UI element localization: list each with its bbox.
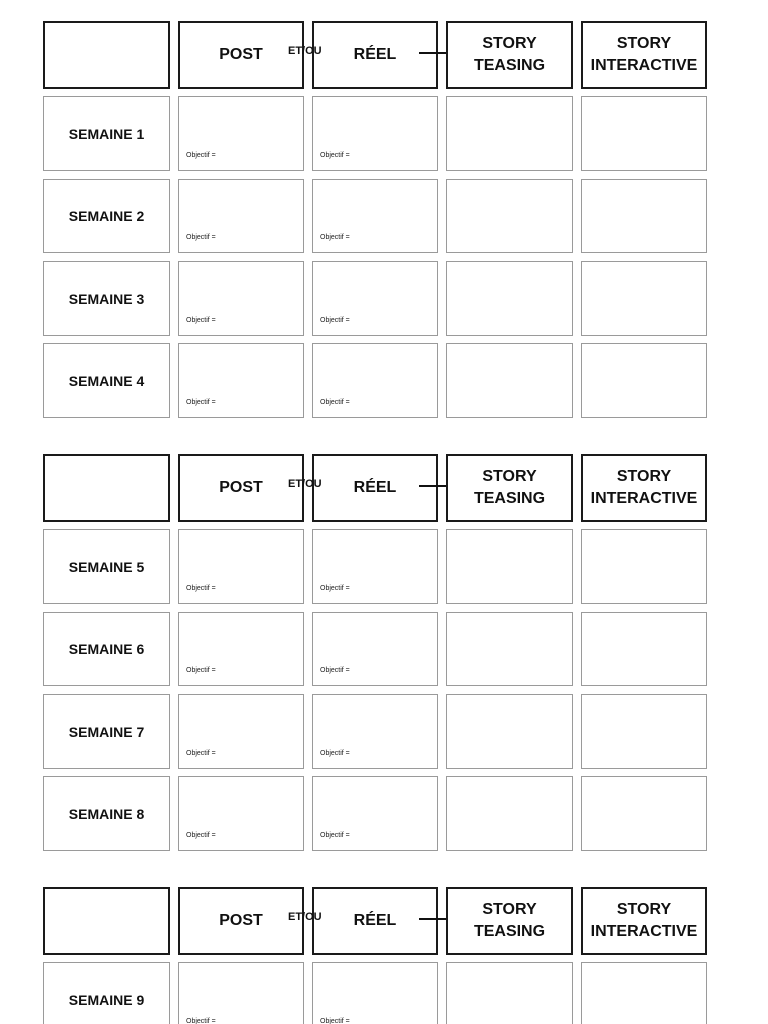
week-label-cell (43, 96, 170, 171)
week-label: SEMAINE 9 (68, 991, 145, 1008)
objectif-caption: Objectif = (320, 832, 350, 839)
header-story-interactive-line2: INTERACTIVE (590, 490, 698, 507)
post-cell[interactable] (178, 776, 304, 851)
objectif-caption: Objectif = (186, 317, 216, 324)
header-empty-cell (43, 887, 170, 955)
story-interactive-cell[interactable] (581, 96, 707, 171)
story-teasing-cell[interactable] (446, 529, 573, 604)
objectif-caption: Objectif = (320, 234, 350, 241)
reel-cell[interactable] (312, 612, 438, 686)
reel-cell[interactable] (312, 694, 438, 769)
header-reel-label: RÉEL (353, 479, 397, 496)
week-label: SEMAINE 2 (68, 208, 145, 224)
objectif-caption: Objectif = (186, 152, 216, 159)
objectif-caption: Objectif = (320, 750, 350, 757)
header-post (178, 21, 304, 89)
header-story-teasing-line2: TEASING (473, 490, 546, 507)
post-cell[interactable] (178, 179, 304, 253)
story-interactive-cell[interactable] (581, 261, 707, 336)
reel-cell[interactable] (312, 179, 438, 253)
week-label-cell (43, 529, 170, 604)
week-label: SEMAINE 8 (68, 805, 145, 822)
objectif-caption: Objectif = (186, 667, 216, 674)
week-label-cell (43, 776, 170, 851)
header-story-teasing (446, 887, 573, 955)
post-cell[interactable] (178, 96, 304, 171)
story-interactive-cell[interactable] (581, 179, 707, 253)
week-label-cell (43, 962, 170, 1024)
objectif-caption: Objectif = (320, 585, 350, 592)
objectif-caption: Objectif = (320, 399, 350, 406)
post-cell[interactable] (178, 612, 304, 686)
post-cell[interactable] (178, 694, 304, 769)
objectif-caption: Objectif = (320, 1018, 350, 1024)
header-story-teasing-line1: STORY (482, 35, 537, 52)
et-ou-label: ET/OU (288, 45, 322, 57)
objectif-caption: Objectif = (186, 585, 216, 592)
objectif-caption: Objectif = (320, 317, 350, 324)
et-ou-label: ET/OU (288, 911, 322, 923)
header-story-interactive (581, 887, 707, 955)
header-story-interactive-line2: INTERACTIVE (590, 57, 698, 74)
week-label-cell (43, 179, 170, 253)
post-cell[interactable] (178, 962, 304, 1024)
objectif-caption: Objectif = (186, 1018, 216, 1024)
story-interactive-cell[interactable] (581, 694, 707, 769)
reel-cell[interactable] (312, 962, 438, 1024)
week-label: SEMAINE 7 (68, 723, 145, 740)
story-teasing-cell[interactable] (446, 261, 573, 336)
story-teasing-cell[interactable] (446, 179, 573, 253)
header-story-interactive-line1: STORY (616, 35, 672, 52)
week-label: SEMAINE 1 (68, 125, 145, 142)
week-label: SEMAINE 3 (68, 290, 145, 307)
header-story-teasing-line1: STORY (482, 901, 537, 918)
header-reel-label: RÉEL (353, 912, 397, 929)
header-story-teasing (446, 21, 573, 89)
story-teasing-cell[interactable] (446, 776, 573, 851)
week-label-cell (43, 343, 170, 418)
header-post-label: POST (219, 912, 263, 929)
week-label-cell (43, 612, 170, 686)
story-teasing-cell[interactable] (446, 694, 573, 769)
reel-cell[interactable] (312, 96, 438, 171)
header-post (178, 454, 304, 522)
header-story-teasing (446, 454, 573, 522)
objectif-caption: Objectif = (186, 832, 216, 839)
week-label: SEMAINE 6 (68, 641, 145, 657)
header-story-interactive-line2: INTERACTIVE (590, 923, 698, 940)
objectif-caption: Objectif = (186, 399, 216, 406)
header-story-interactive (581, 454, 707, 522)
header-reel-label: RÉEL (353, 46, 397, 63)
post-cell[interactable] (178, 529, 304, 604)
story-teasing-cell[interactable] (446, 612, 573, 686)
story-interactive-cell[interactable] (581, 612, 707, 686)
header-empty-cell (43, 454, 170, 522)
story-teasing-cell[interactable] (446, 96, 573, 171)
header-post-label: POST (219, 46, 263, 63)
reel-cell[interactable] (312, 776, 438, 851)
week-label-cell (43, 261, 170, 336)
reel-cell[interactable] (312, 261, 438, 336)
header-post-label: POST (219, 479, 263, 496)
header-story-interactive (581, 21, 707, 89)
reel-cell[interactable] (312, 529, 438, 604)
post-cell[interactable] (178, 343, 304, 418)
week-label: SEMAINE 4 (68, 372, 145, 389)
story-teasing-cell[interactable] (446, 343, 573, 418)
header-story-teasing-line2: TEASING (473, 923, 546, 940)
story-teasing-cell[interactable] (446, 962, 573, 1024)
reel-cell[interactable] (312, 343, 438, 418)
objectif-caption: Objectif = (320, 667, 350, 674)
objectif-caption: Objectif = (186, 234, 216, 241)
header-story-interactive-line1: STORY (616, 901, 672, 918)
objectif-caption: Objectif = (320, 152, 350, 159)
header-story-interactive-line1: STORY (616, 468, 672, 485)
week-label: SEMAINE 5 (68, 558, 145, 575)
week-label-cell (43, 694, 170, 769)
header-story-teasing-line1: STORY (482, 468, 537, 485)
header-post (178, 887, 304, 955)
et-ou-label: ET/OU (288, 478, 322, 490)
header-story-teasing-line2: TEASING (473, 57, 546, 74)
story-interactive-cell[interactable] (581, 343, 707, 418)
post-cell[interactable] (178, 261, 304, 336)
objectif-caption: Objectif = (186, 750, 216, 757)
story-interactive-cell[interactable] (581, 776, 707, 851)
story-interactive-cell[interactable] (581, 529, 707, 604)
story-interactive-cell[interactable] (581, 962, 707, 1024)
header-empty-cell (43, 21, 170, 89)
